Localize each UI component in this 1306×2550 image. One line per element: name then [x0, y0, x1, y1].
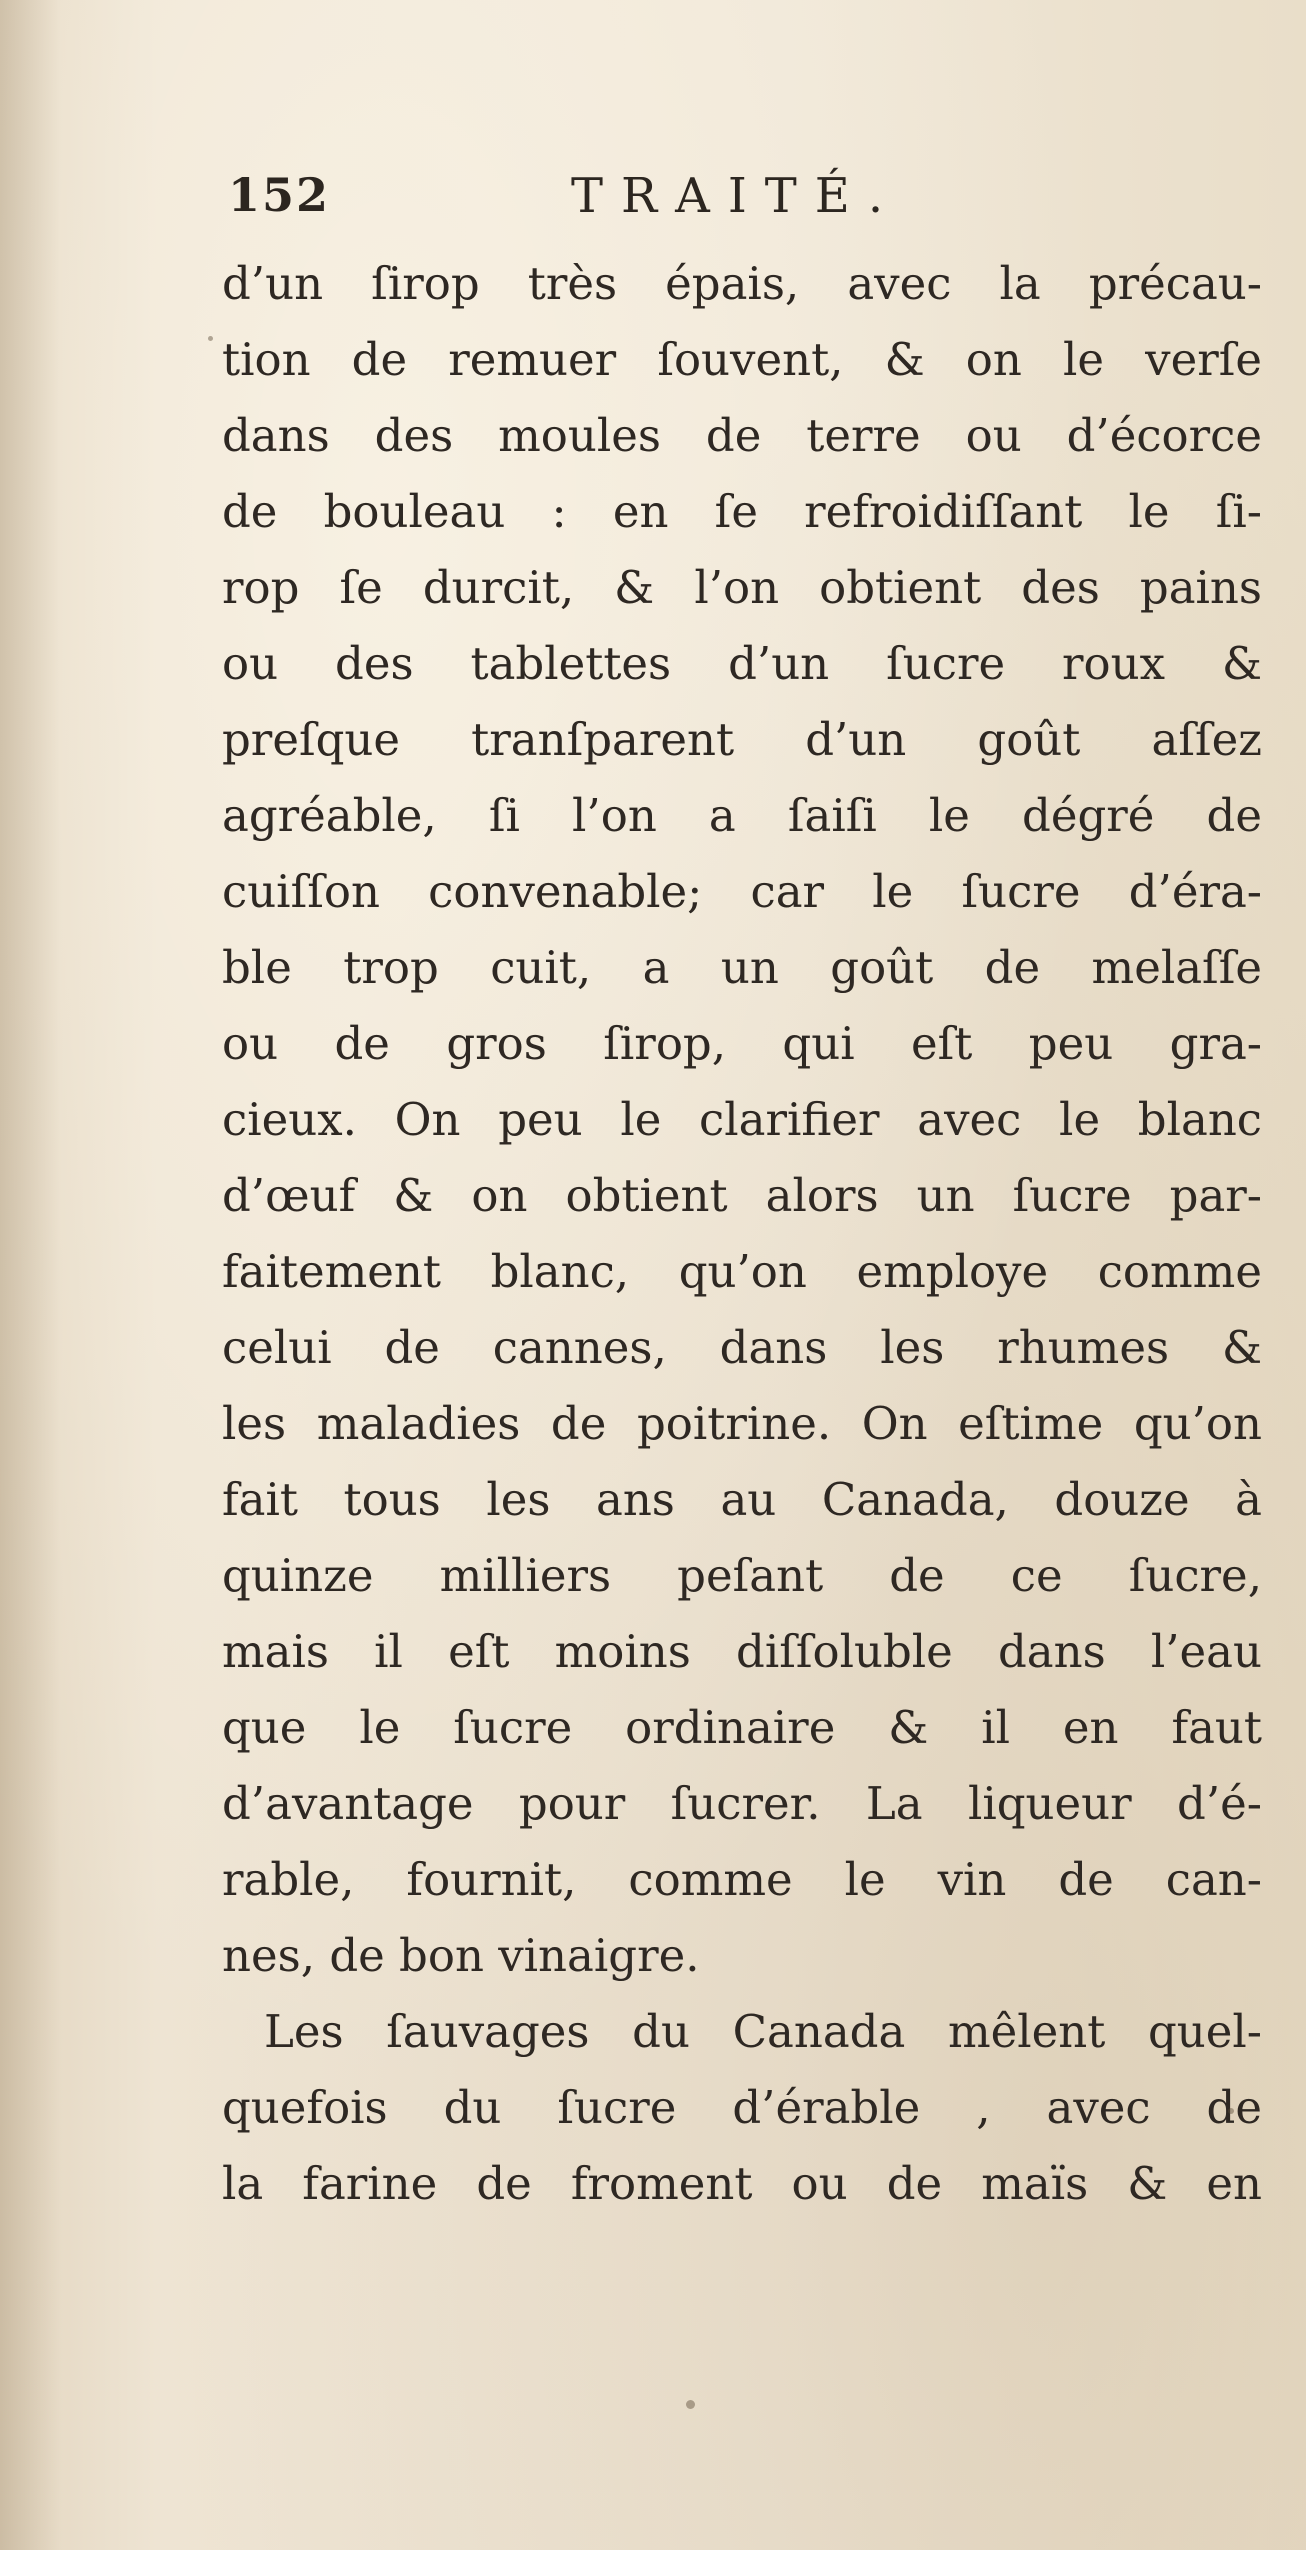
text-line: nes, de bon vinaigre. — [222, 1929, 700, 1982]
text-line: quefois du ſucre d’érable , avec de — [222, 2081, 1262, 2134]
text-line: agréable, ſi l’on a ſaiſi le dégré de — [222, 789, 1262, 842]
text-line: la farine de froment ou de maïs & en — [222, 2157, 1262, 2210]
text-line: mais il eſt moins diſſoluble dans l’eau — [222, 1625, 1262, 1678]
text-line: ou des tablettes d’un ſucre roux & — [222, 637, 1262, 690]
page-gutter-shadow — [0, 0, 60, 2550]
text-line: les maladies de poitrine. On eſtime qu’on — [222, 1397, 1262, 1450]
paper-speck — [686, 2400, 695, 2409]
paper-speck — [208, 336, 213, 341]
text-line: rable, fournit, comme le vin de can- — [222, 1853, 1262, 1906]
text-line: d’œuf & on obtient alors un ſucre par- — [222, 1169, 1262, 1222]
text-line: dans des moules de terre ou d’écorce — [222, 409, 1262, 462]
page-header — [228, 160, 1228, 240]
text-line: quinze milliers peſant de ce ſucre, — [222, 1549, 1262, 1602]
text-line: Les ſauvages du Canada mêlent quel- — [264, 2005, 1262, 2058]
text-line: faitement blanc, qu’on employe comme — [222, 1245, 1262, 1298]
text-line: cieux. On peu le clarifier avec le blanc — [222, 1093, 1262, 1146]
text-line: tion de remuer ſouvent, & on le verſe — [222, 333, 1262, 386]
text-line: de bouleau : en ſe refroidiſſant le ſi- — [222, 485, 1262, 538]
text-line: fait tous les ans au Canada, douze à — [222, 1473, 1262, 1526]
text-line: celui de cannes, dans les rhumes & — [222, 1321, 1262, 1374]
body-text — [222, 246, 1262, 2222]
text-line: ou de gros ſirop, qui eſt peu gra- — [222, 1017, 1262, 1070]
paragraph-2 — [222, 1994, 1262, 2222]
paragraph-1 — [222, 246, 1262, 1994]
text-line: preſque tranſparent d’un goût aſſez — [222, 713, 1262, 766]
paper-speck — [1228, 2108, 1234, 2114]
text-line: cuiſſon convenable; car le ſucre d’éra- — [222, 865, 1262, 918]
running-title: TRAITÉ. — [571, 168, 902, 224]
text-line: d’avantage pour ſucrer. La liqueur d’é- — [222, 1777, 1262, 1830]
page-number: 152 — [228, 168, 331, 222]
text-line: d’un ſirop très épais, avec la précau- — [222, 257, 1262, 310]
text-line: rop ſe durcit, & l’on obtient des pains — [222, 561, 1262, 614]
text-line: que le ſucre ordinaire & il en faut — [222, 1701, 1262, 1754]
text-line: ble trop cuit, a un goût de melaſſe — [222, 941, 1262, 994]
